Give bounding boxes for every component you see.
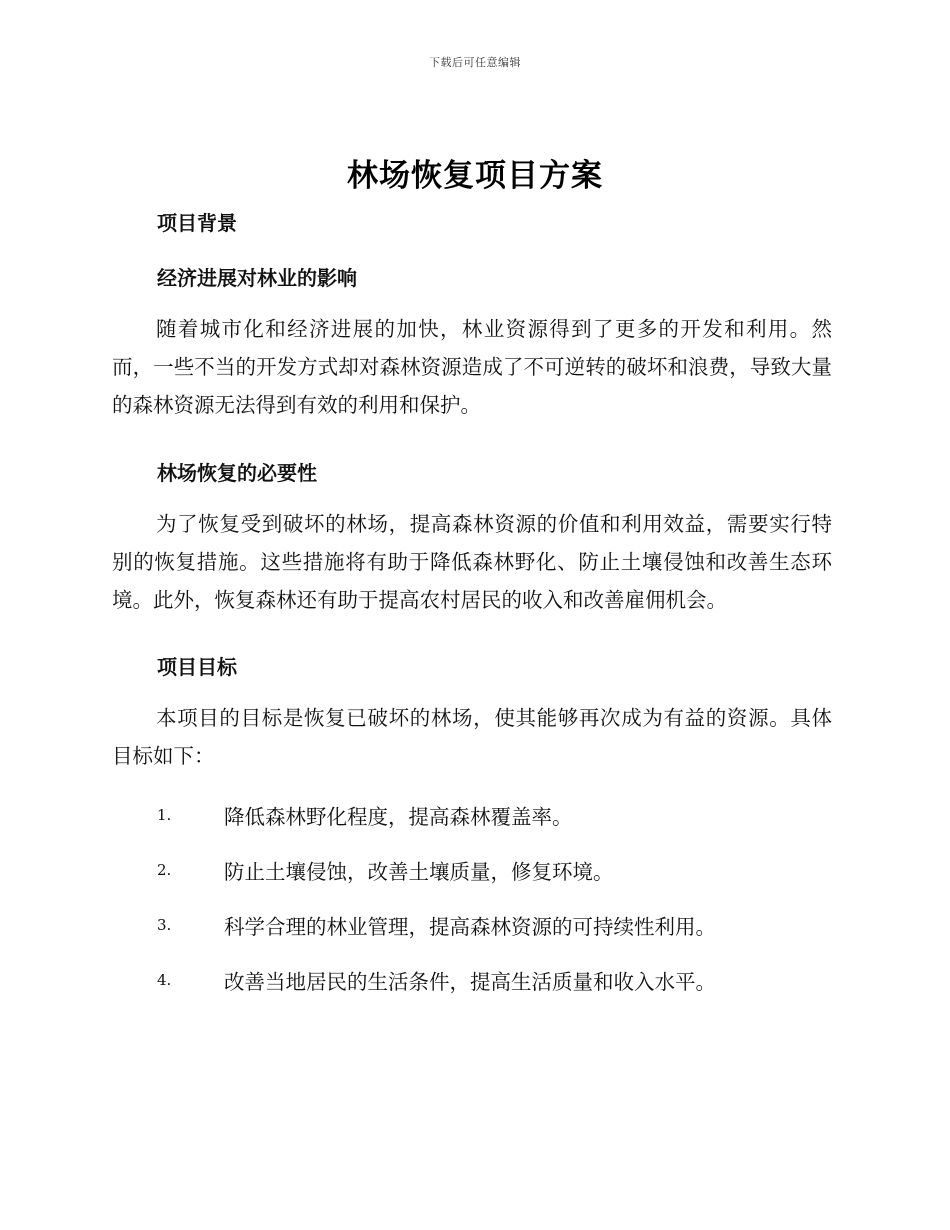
page-header-note: 下载后可任意编辑	[429, 56, 521, 69]
list-item-text: 改善当地居民的生活条件，提高生活质量和收入水平。	[224, 970, 716, 994]
heading-restoration-necessity: 林场恢复的必要性	[157, 461, 317, 485]
list-item	[157, 855, 837, 885]
list-item-text: 防止土壤侵蚀，改善土壤质量，修复环境。	[224, 860, 614, 884]
list-item-number: 3.	[157, 916, 172, 934]
list-item-number: 4.	[157, 971, 172, 989]
list-item-number: 2.	[157, 861, 172, 879]
list-item-text: 科学合理的林业管理，提高森林资源的可持续性利用。	[224, 915, 716, 939]
document-title: 林场恢复项目方案	[347, 158, 603, 194]
list-item	[157, 910, 837, 940]
paragraph-restoration-necessity: 为了恢复受到破坏的林场，提高森林资源的价值和利用效益，需要实行特别的恢复措施。这些措施将有助于降低森林野化、防止土壤侵蚀和改善生态环境。此外，恢复森林还有助于提高农村居民的收入和改善雇佣机会。	[112, 512, 832, 612]
heading-project-goals: 项目目标	[157, 655, 237, 679]
paragraph-project-goals: 本项目的目标是恢复已破坏的林场，使其能够再次成为有益的资源。具体目标如下：	[112, 706, 832, 768]
list-item	[157, 800, 837, 830]
paragraph-economy-impact: 随着城市化和经济进展的加快，林业资源得到了更多的开发和利用。然而，一些不当的开发方式却对森林资源造成了不可逆转的破坏和浪费，导致大量的森林资源无法得到有效的利用和保护。	[112, 317, 832, 417]
list-item-number: 1.	[157, 806, 172, 824]
heading-economy-impact: 经济进展对林业的影响	[157, 266, 357, 290]
list-item-text: 降低森林野化程度，提高森林覆盖率。	[224, 805, 573, 829]
heading-project-background: 项目背景	[157, 211, 237, 235]
list-item	[157, 965, 837, 995]
